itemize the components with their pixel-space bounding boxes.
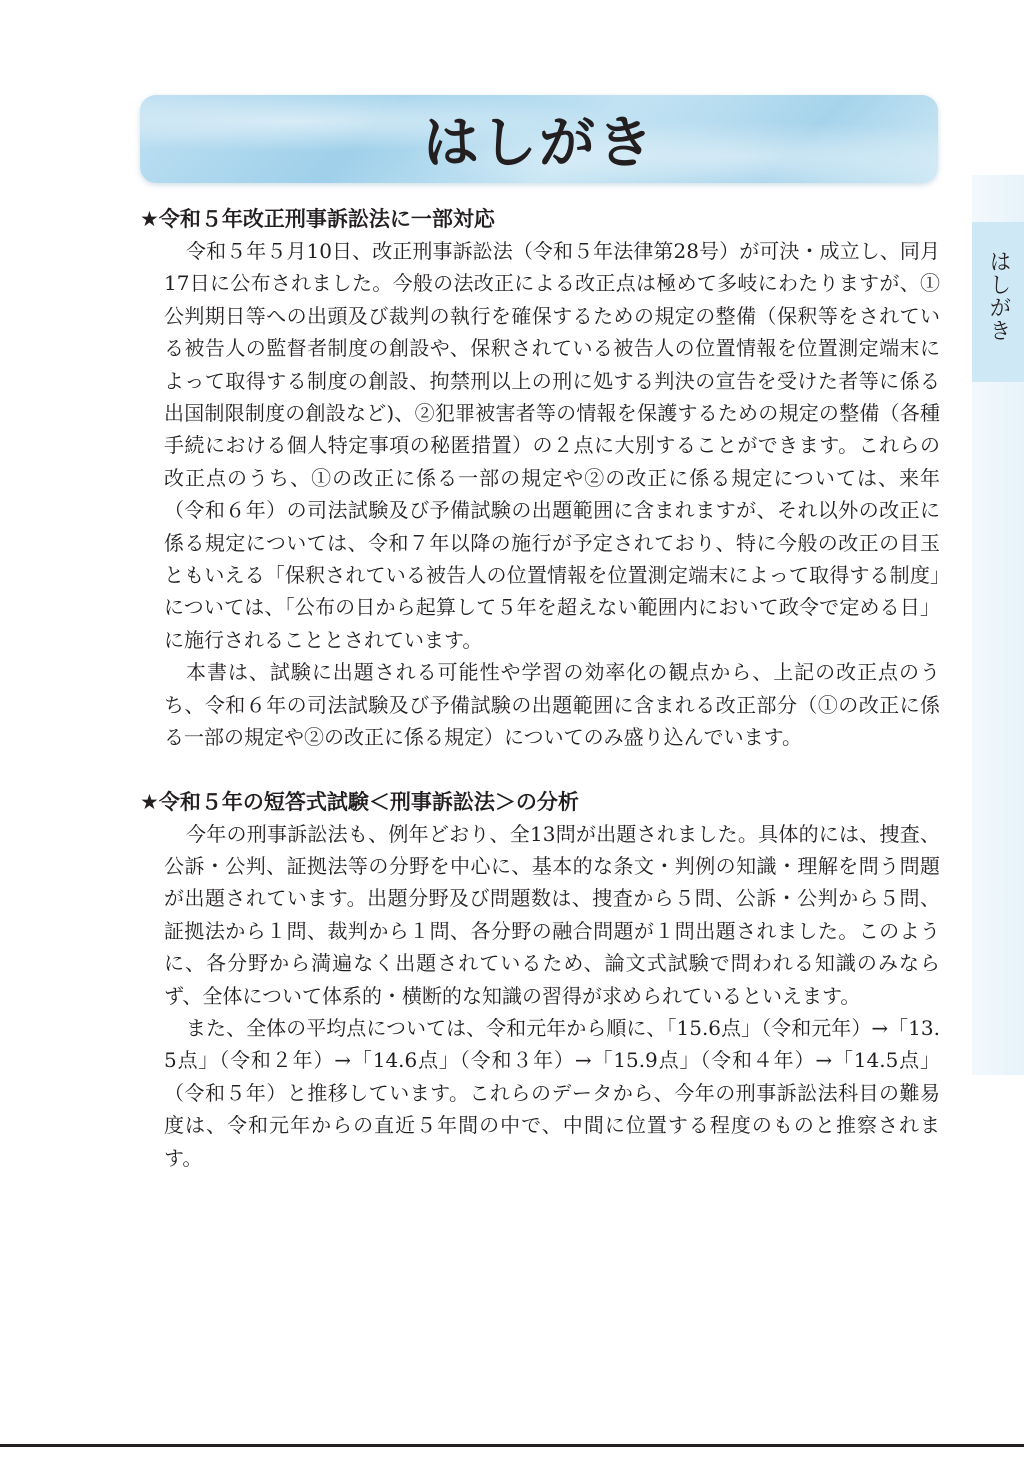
section-analysis <box>140 786 940 1174</box>
body-paragraph: 令和５年５月10日、改正刑事訴訟法（令和５年法律第28号）が可決・成立し、同月17日に公布されました。今般の法改正による改正点は極めて多岐にわたりますが、①公判期日等への出頭及び裁判の執行を確保するための規定の整備（保釈等をされている被告人の監督者制度の創設や、保釈されている被告人の位置情報を位置測定端末によって取得する制度の創設、拘禁刑以上の刑に処する判決の宣告を受けた者等に係る出国制限制度の創設など)、②犯罪被害者等の情報を保護するための規定の整備（各種手続における個人特定事項の秘匿措置）の２点に大別することができます。これらの改正点のうち、①の改正に係る一部の規定や②の改正に係る規定については、来年（令和６年）の司法試験及び予備試験の出題範囲に含まれますが、それ以外の改正に係る規定については、令和７年以降の施行が予定されており、特に今般の改正の目玉ともいえる「保釈されている被告人の位置情報を位置測定端末によって取得する制度」については、「公布の日から起算して５年を超えない範囲内において政令で定める日」に施行されることとされています。 <box>164 239 940 652</box>
title-banner <box>140 95 938 183</box>
main-content <box>140 203 940 1174</box>
footer-rule <box>0 1444 1024 1447</box>
section-heading: ★令和５年の短答式試験＜刑事訴訟法＞の分析 <box>140 789 579 814</box>
section-amendment <box>140 203 940 754</box>
section-spacer <box>140 754 940 786</box>
page-title: はしがき <box>423 111 655 176</box>
body-paragraph: また、全体の平均点については、令和元年から順に、「15.6点」（令和元年）→「13.5点」（令和２年）→「14.6点」（令和３年）→「15.9点」（令和４年）→「14.5点」（令和５年）と推移しています。これらのデータから、今年の刑事訴訟法科目の難易度は、令和元年からの直近５年間の中で、中間に位置する程度のものと推察されます。 <box>164 1015 940 1170</box>
side-index-tab-label: はしがき <box>986 250 1011 342</box>
body-paragraph: 本書は、試験に出題される可能性や学習の効率化の観点から、上記の改正点のうち、令和６年の司法試験及び予備試験の出題範囲に含まれる改正部分（①の改正に係る一部の規定や②の改正に係る規定）についてのみ盛り込んでいます。 <box>164 660 940 750</box>
section-heading: ★令和５年改正刑事訴訟法に一部対応 <box>140 207 495 231</box>
body-paragraph: 今年の刑事訴訟法も、例年どおり、全13問が出題されました。具体的には、捜査、公訴・公判、証拠法等の分野を中心に、基本的な条文・判例の知識・理解を問う問題が出題されています。出題分野及び問題数は、捜査から５問、公訴・公判から５問、証拠法から１問、裁判から１問、各分野の融合問題が１問出題されました。このように、各分野から満遍なく出題されているため、論文式試験で問われる知識のみならず、全体について体系的・横断的な知識の習得が求められているといえます。 <box>164 821 940 1008</box>
